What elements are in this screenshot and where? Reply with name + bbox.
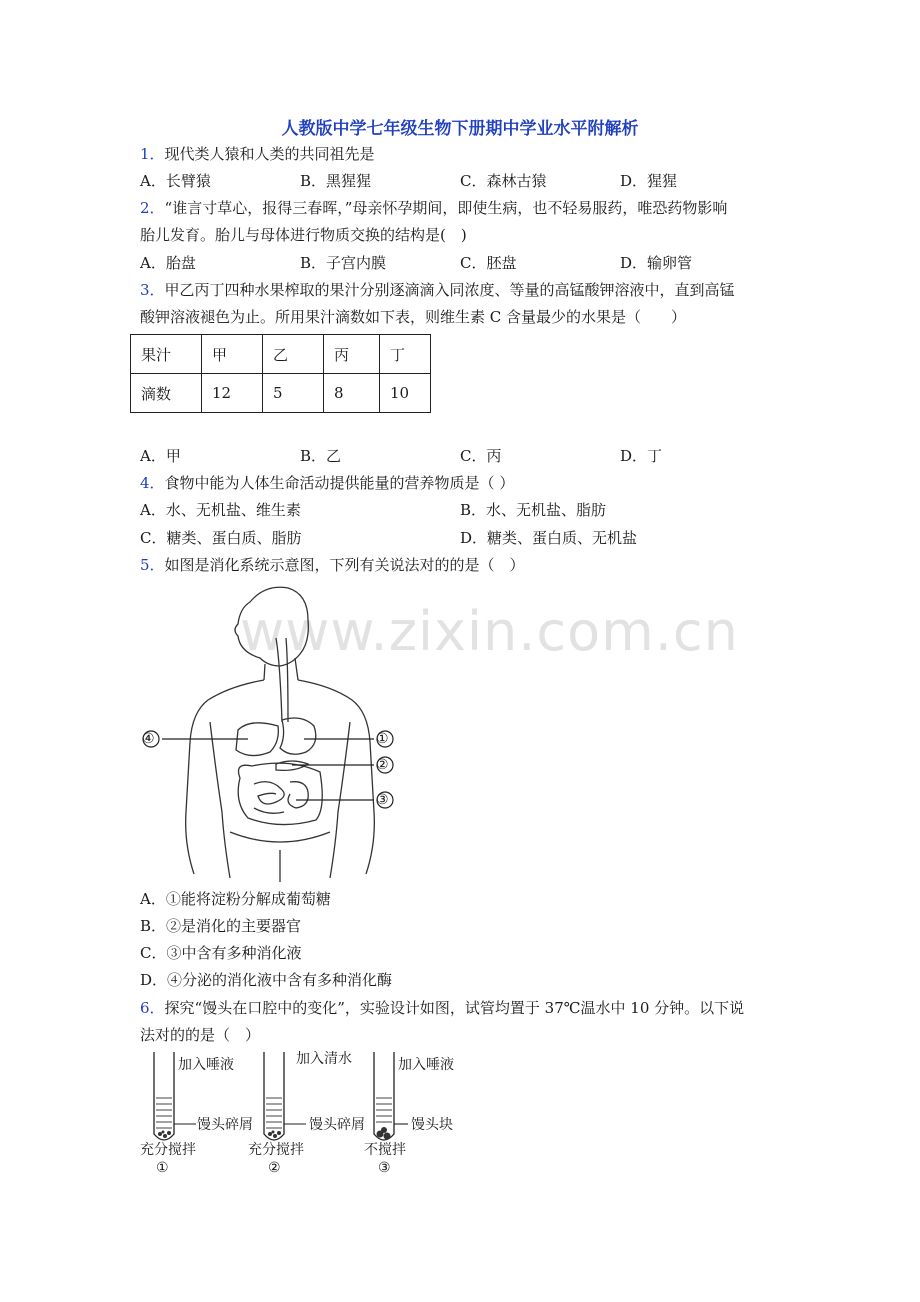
table-cell: 10 [380,374,431,413]
question-3-line-2: 酸钾溶液褪色为止。所用果汁滴数如下表，则维生素 C 含量最少的水果是（ ） [140,308,687,326]
q2-option-b[interactable]: B．子宫内膜 [300,254,387,272]
question-number: 5． [140,556,165,574]
tube-3-number: ③ [378,1160,391,1176]
q4-option-d[interactable]: D．糖类、蛋白质、无机盐 [460,529,638,547]
q1-option-b[interactable]: B．黑猩猩 [300,172,372,190]
question-stem: 食物中能为人体生命活动提供能量的营养物质是（ ） [164,474,515,492]
q3-option-d[interactable]: D．丁 [620,447,663,465]
q2-option-a[interactable]: A．胎盘 [140,254,196,272]
tube-1-side-label: 馒头碎屑 [197,1117,253,1133]
question-1 [140,144,375,164]
table-cell: 8 [324,374,380,413]
tube-2-top-label: 加入清水 [296,1051,352,1067]
table-cell: 果汁 [131,335,202,374]
q2-option-c[interactable]: C．胚盘 [460,254,517,272]
table-cell: 乙 [263,335,324,374]
tube-2-side-label: 馒头碎屑 [309,1117,365,1133]
page-title: 人教版中学七年级生物下册期中学业水平附解析 [281,119,639,139]
tube-2-bottom-label: 充分搅拌 [248,1142,304,1158]
question-stem: 探究“馒头在口腔中的变化”，实验设计如图，试管均置于 37℃温水中 10 分钟。以下说 [164,999,745,1017]
table-cell: 丙 [324,335,380,374]
question-number: 4． [140,474,165,492]
tube-2-number: ② [268,1160,281,1176]
question-4 [140,473,514,493]
question-stem: “谁言寸草心，报得三春晖，”母亲怀孕期间，即使生病，也不轻易服药，唯恐药物影响 [164,199,728,217]
tube-1-top-label: 加入唾液 [178,1057,234,1073]
table-cell: 甲 [202,335,263,374]
tube-1-bottom-label: 充分搅拌 [140,1142,196,1158]
q5-option-b[interactable]: B．②是消化的主要器官 [140,917,302,935]
table-cell: 丁 [380,335,431,374]
question-stem: 如图是消化系统示意图，下列有关说法对的的是（ ） [164,556,525,574]
tube-3-top-label: 加入唾液 [398,1057,454,1073]
table-cell: 12 [202,374,263,413]
question-number: 2． [140,199,165,217]
q5-option-a[interactable]: A．①能将淀粉分解成葡萄糖 [140,890,331,908]
figure-label-4: ④ [142,731,155,747]
q5-option-c[interactable]: C．③中含有多种消化液 [140,944,302,962]
question-stem: 现代类人猿和人类的共同祖先是 [164,145,375,163]
q4-option-c[interactable]: C．糖类、蛋白质、脂肪 [140,529,302,547]
q3-option-c[interactable]: C．丙 [460,447,502,465]
question-number: 3． [140,281,165,299]
q5-option-d[interactable]: D．④分泌的消化液中含有多种消化酶 [140,971,393,989]
q4-option-a[interactable]: A．水、无机盐、维生素 [140,501,301,519]
figure-label-3: ③ [376,792,389,808]
tube-3-side-label: 馒头块 [411,1117,453,1133]
question-6-line-2: 法对的的是（ ） [140,1026,261,1044]
q3-option-b[interactable]: B．乙 [300,447,342,465]
question-6 [140,998,744,1018]
q1-option-a[interactable]: A．长臂猿 [140,172,211,190]
juice-table [130,334,431,413]
q2-option-d[interactable]: D．输卵管 [620,254,693,272]
tube-1-number: ① [156,1160,169,1176]
figure-label-1: ① [376,731,389,747]
q4-option-b[interactable]: B．水、无机盐、脂肪 [460,501,607,519]
question-number: 6． [140,999,165,1017]
question-2 [140,198,727,218]
question-2-line-2: 胎儿发育。胎儿与母体进行物质交换的结构是( ) [140,226,467,244]
q1-option-c[interactable]: C．森林古猿 [460,172,547,190]
question-stem: 甲乙丙丁四种水果榨取的果汁分别逐滴滴入同浓度、等量的高锰酸钾溶液中，直到高锰 [164,281,735,299]
watermark: www.zixin.com.cn [240,600,739,663]
table-row [131,335,431,374]
q1-option-d[interactable]: D．猩猩 [620,172,678,190]
question-5 [140,555,525,575]
table-cell: 5 [263,374,324,413]
question-3 [140,280,735,300]
table-row [131,374,431,413]
question-number: 1． [140,145,165,163]
figure-label-2: ② [376,757,389,773]
table-cell: 滴数 [131,374,202,413]
q3-option-a[interactable]: A．甲 [140,447,181,465]
tube-3-bottom-label: 不搅拌 [364,1142,406,1158]
